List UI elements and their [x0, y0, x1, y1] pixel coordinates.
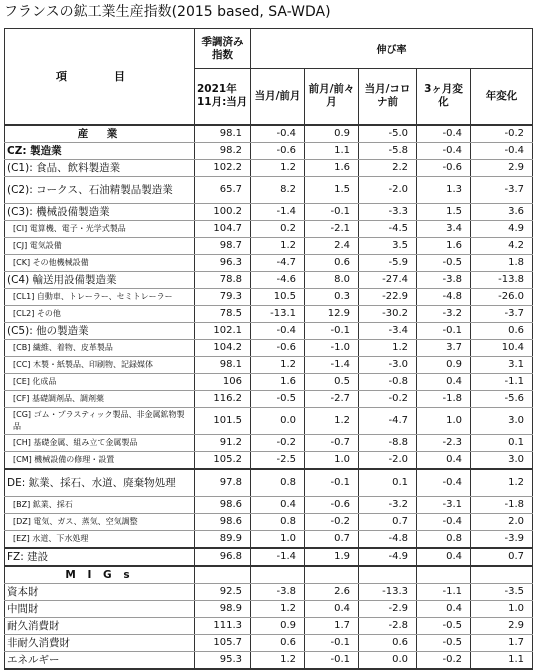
growth-value: -0.5: [417, 617, 471, 634]
growth-value: -4.9: [359, 548, 417, 566]
row-label: 耐久消費財: [5, 617, 195, 634]
growth-value: 0.3: [305, 288, 359, 305]
growth-value: -3.2: [417, 305, 471, 322]
growth-value: -3.5: [471, 583, 533, 600]
index-value: 102.1: [195, 322, 251, 339]
row-label: [CK] その他機械設備: [5, 254, 195, 271]
growth-value: -0.4: [251, 322, 305, 339]
growth-value: 0.9: [305, 125, 359, 143]
table-row: [5, 322, 533, 339]
growth-value: -3.7: [471, 176, 533, 203]
growth-value: 10.5: [251, 288, 305, 305]
growth-value: -0.5: [417, 634, 471, 651]
index-value: 104.2: [195, 339, 251, 356]
index-value: 100.2: [195, 203, 251, 220]
row-label: (C1): 食品、飲料製造業: [5, 159, 195, 176]
growth-value: 1.2: [251, 237, 305, 254]
growth-value: 1.0: [305, 451, 359, 469]
row-label: [DZ] 電気、ガス、蒸気、空気調整: [5, 513, 195, 530]
index-value: 98.6: [195, 513, 251, 530]
index-value: [195, 566, 251, 584]
growth-value: 4.2: [471, 237, 533, 254]
row-label: エネルギー: [5, 651, 195, 669]
table-row: [5, 125, 533, 143]
growth-value: 0.9: [417, 356, 471, 373]
row-label: FZ: 建設: [5, 548, 195, 566]
index-value: 116.2: [195, 390, 251, 407]
growth-value: -0.2: [305, 513, 359, 530]
table-row: [5, 617, 533, 634]
growth-value: 0.2: [251, 220, 305, 237]
growth-value: -0.4: [417, 469, 471, 497]
growth-value: 0.8: [417, 530, 471, 548]
growth-value: -3.9: [471, 530, 533, 548]
growth-value: -0.5: [417, 254, 471, 271]
table-row: [5, 530, 533, 548]
growth-value: -1.0: [305, 339, 359, 356]
growth-value: -1.8: [417, 390, 471, 407]
index-value: 102.2: [195, 159, 251, 176]
table-row: [5, 356, 533, 373]
growth-value: 0.4: [417, 451, 471, 469]
growth-value: 1.6: [305, 159, 359, 176]
growth-value: -3.3: [359, 203, 417, 220]
row-label: 産 業: [5, 125, 195, 143]
growth-value: -0.1: [305, 469, 359, 497]
row-label: [CC] 木製・紙製品、印刷物、記録媒体: [5, 356, 195, 373]
row-label: [CM] 機械設備の修理・設置: [5, 451, 195, 469]
growth-value: -0.2: [471, 125, 533, 143]
growth-value: -1.4: [251, 203, 305, 220]
growth-value: -2.8: [359, 617, 417, 634]
growth-value: 0.7: [359, 513, 417, 530]
growth-value: -2.3: [417, 434, 471, 451]
growth-value: -3.2: [359, 496, 417, 513]
index-value: 101.5: [195, 407, 251, 434]
growth-value: -0.1: [305, 634, 359, 651]
growth-value: 1.0: [417, 407, 471, 434]
row-label: DE: 鉱業、採石、水道、廃棄物処理: [5, 469, 195, 497]
growth-value: 0.1: [471, 434, 533, 451]
row-label: (C5): 他の製造業: [5, 322, 195, 339]
header-index-period: 2021年11月:当月: [195, 69, 251, 125]
growth-value: 1.0: [471, 600, 533, 617]
growth-value: 1.2: [251, 356, 305, 373]
row-label: [BZ] 鉱業、採石: [5, 496, 195, 513]
growth-value: -5.8: [359, 142, 417, 159]
header-col: 年変化: [471, 69, 533, 125]
row-label: CZ: 製造業: [5, 142, 195, 159]
row-label: 中間財: [5, 600, 195, 617]
growth-value: -3.4: [359, 322, 417, 339]
growth-value: -1.1: [471, 373, 533, 390]
index-value: 95.3: [195, 651, 251, 669]
growth-value: -26.0: [471, 288, 533, 305]
growth-value: 1.2: [471, 469, 533, 497]
growth-value: 0.6: [305, 254, 359, 271]
growth-value: -13.1: [251, 305, 305, 322]
index-value: 96.8: [195, 548, 251, 566]
row-label: (C4) 輸送用設備製造業: [5, 271, 195, 288]
row-label: M I G s: [5, 566, 195, 584]
growth-value: -4.8: [359, 530, 417, 548]
row-label: [CH] 基礎金属、組み立て金属製品: [5, 434, 195, 451]
growth-value: -27.4: [359, 271, 417, 288]
growth-value: 1.6: [251, 373, 305, 390]
row-label: [CI] 電算機、電子・光学式製品: [5, 220, 195, 237]
index-value: 98.2: [195, 142, 251, 159]
growth-value: -0.4: [417, 513, 471, 530]
header-item: 項 目: [5, 29, 195, 125]
growth-value: [251, 566, 305, 584]
growth-value: 2.9: [471, 159, 533, 176]
table-row: [5, 271, 533, 288]
growth-value: 0.6: [359, 634, 417, 651]
header-col: 当月/コロナ前: [359, 69, 417, 125]
table-row: [5, 407, 533, 434]
growth-value: -22.9: [359, 288, 417, 305]
growth-value: -0.4: [471, 142, 533, 159]
growth-value: -0.1: [305, 651, 359, 669]
index-value: 89.9: [195, 530, 251, 548]
table-row: [5, 203, 533, 220]
growth-value: -0.6: [305, 496, 359, 513]
index-value: 98.1: [195, 125, 251, 143]
growth-value: -2.0: [359, 451, 417, 469]
growth-value: -0.8: [359, 373, 417, 390]
index-value: 98.9: [195, 600, 251, 617]
growth-value: 3.7: [417, 339, 471, 356]
growth-value: -0.6: [417, 159, 471, 176]
growth-value: 0.7: [471, 548, 533, 566]
growth-value: 2.0: [471, 513, 533, 530]
table-row: [5, 390, 533, 407]
growth-value: -2.5: [251, 451, 305, 469]
growth-value: 12.9: [305, 305, 359, 322]
row-label: [CG] ゴム・プラスティック製品、非金属鉱物製品: [5, 407, 195, 434]
index-value: 98.7: [195, 237, 251, 254]
index-value: 105.2: [195, 451, 251, 469]
growth-value: 2.2: [359, 159, 417, 176]
index-value: 79.3: [195, 288, 251, 305]
table-row: [5, 600, 533, 617]
growth-value: 3.4: [417, 220, 471, 237]
production-index-table: [4, 28, 533, 670]
growth-value: 1.2: [251, 651, 305, 669]
growth-value: 4.9: [471, 220, 533, 237]
growth-value: -0.6: [251, 339, 305, 356]
growth-value: 1.3: [417, 176, 471, 203]
table-row: [5, 548, 533, 566]
growth-value: -0.4: [417, 125, 471, 143]
growth-value: -0.5: [251, 390, 305, 407]
growth-value: -3.8: [251, 583, 305, 600]
growth-value: -2.0: [359, 176, 417, 203]
growth-value: 2.6: [305, 583, 359, 600]
growth-value: 2.4: [305, 237, 359, 254]
index-value: 92.5: [195, 583, 251, 600]
growth-value: [417, 566, 471, 584]
growth-value: -3.8: [417, 271, 471, 288]
table-row: [5, 513, 533, 530]
header-col: 前月/前々月: [305, 69, 359, 125]
growth-value: 1.1: [305, 142, 359, 159]
table-row: [5, 220, 533, 237]
growth-value: [305, 566, 359, 584]
row-label: [CB] 繊維、着物、皮革製品: [5, 339, 195, 356]
growth-value: -0.4: [251, 125, 305, 143]
growth-value: 10.4: [471, 339, 533, 356]
row-label: [EZ] 水道、下水処理: [5, 530, 195, 548]
growth-value: -0.6: [251, 142, 305, 159]
table-row: [5, 305, 533, 322]
growth-value: 0.0: [251, 407, 305, 434]
growth-value: -0.1: [417, 322, 471, 339]
growth-value: -3.1: [417, 496, 471, 513]
row-label: [CL2] その他: [5, 305, 195, 322]
growth-value: -4.8: [417, 288, 471, 305]
growth-value: 1.2: [359, 339, 417, 356]
growth-value: 0.8: [251, 469, 305, 497]
growth-value: -2.9: [359, 600, 417, 617]
growth-value: 3.0: [471, 451, 533, 469]
table-title: フランスの鉱工業生産指数(2015 based, SA-WDA): [4, 4, 331, 20]
index-value: 65.7: [195, 176, 251, 203]
growth-value: -4.5: [359, 220, 417, 237]
growth-value: -0.2: [417, 651, 471, 669]
growth-value: 0.4: [417, 373, 471, 390]
growth-value: -30.2: [359, 305, 417, 322]
growth-value: -3.0: [359, 356, 417, 373]
growth-value: 1.1: [471, 651, 533, 669]
table-row: [5, 339, 533, 356]
table-row: [5, 651, 533, 669]
growth-value: -4.6: [251, 271, 305, 288]
growth-value: -4.7: [359, 407, 417, 434]
growth-value: 1.9: [305, 548, 359, 566]
growth-value: -1.1: [417, 583, 471, 600]
growth-value: 1.6: [417, 237, 471, 254]
growth-value: -2.7: [305, 390, 359, 407]
growth-value: -0.7: [305, 434, 359, 451]
growth-value: -1.8: [471, 496, 533, 513]
growth-value: 2.9: [471, 617, 533, 634]
growth-value: 1.0: [251, 530, 305, 548]
growth-value: [471, 566, 533, 584]
index-value: 98.1: [195, 356, 251, 373]
table-row: [5, 469, 533, 497]
growth-value: 0.4: [251, 496, 305, 513]
row-label: [CJ] 電気設備: [5, 237, 195, 254]
growth-value: 0.7: [305, 530, 359, 548]
growth-value: [359, 566, 417, 584]
growth-value: 1.5: [305, 176, 359, 203]
index-value: 106: [195, 373, 251, 390]
growth-value: -1.4: [305, 356, 359, 373]
growth-value: 8.0: [305, 271, 359, 288]
growth-value: 3.0: [471, 407, 533, 434]
growth-value: -0.4: [417, 142, 471, 159]
table-row: [5, 496, 533, 513]
growth-value: 1.2: [251, 159, 305, 176]
table-row: [5, 142, 533, 159]
growth-value: -13.8: [471, 271, 533, 288]
growth-value: 8.2: [251, 176, 305, 203]
growth-value: -0.2: [251, 434, 305, 451]
table-row: [5, 451, 533, 469]
growth-value: 0.1: [359, 469, 417, 497]
growth-value: -4.7: [251, 254, 305, 271]
growth-value: 0.4: [417, 548, 471, 566]
index-value: 98.6: [195, 496, 251, 513]
growth-value: 0.5: [305, 373, 359, 390]
growth-value: -0.1: [305, 322, 359, 339]
growth-value: -3.7: [471, 305, 533, 322]
growth-value: -2.1: [305, 220, 359, 237]
row-label: [CE] 化成品: [5, 373, 195, 390]
row-label: (C2): コークス、石油精製品製造業: [5, 176, 195, 203]
growth-value: -0.2: [359, 390, 417, 407]
index-value: 104.7: [195, 220, 251, 237]
table-row: [5, 254, 533, 271]
growth-value: -5.6: [471, 390, 533, 407]
row-label: 非耐久消費財: [5, 634, 195, 651]
growth-value: 0.4: [305, 600, 359, 617]
growth-value: 1.2: [305, 407, 359, 434]
index-value: 78.8: [195, 271, 251, 288]
index-value: 78.5: [195, 305, 251, 322]
growth-value: 0.8: [251, 513, 305, 530]
growth-value: 1.2: [251, 600, 305, 617]
index-value: 111.3: [195, 617, 251, 634]
table-row: [5, 583, 533, 600]
table-row: [5, 176, 533, 203]
table-row: [5, 434, 533, 451]
row-label: [CF] 基礎調剤品、調剤薬: [5, 390, 195, 407]
growth-value: 3.1: [471, 356, 533, 373]
table-row: [5, 288, 533, 305]
growth-value: 0.4: [417, 600, 471, 617]
growth-value: 0.0: [359, 651, 417, 669]
growth-value: -0.1: [305, 203, 359, 220]
table-row: [5, 373, 533, 390]
growth-value: 0.9: [251, 617, 305, 634]
row-label: [CL1] 自動車、トレーラー、セミトレーラー: [5, 288, 195, 305]
growth-value: 0.6: [251, 634, 305, 651]
growth-value: 1.5: [417, 203, 471, 220]
table-row: [5, 237, 533, 254]
header-growth: 伸び率: [251, 29, 533, 69]
table-row: [5, 634, 533, 651]
index-value: 97.8: [195, 469, 251, 497]
header-col: 当月/前月: [251, 69, 305, 125]
growth-value: 1.7: [305, 617, 359, 634]
growth-value: -8.8: [359, 434, 417, 451]
table-body: [5, 125, 533, 669]
index-value: 91.2: [195, 434, 251, 451]
growth-value: 0.6: [471, 322, 533, 339]
growth-value: 1.8: [471, 254, 533, 271]
growth-value: -5.0: [359, 125, 417, 143]
row-label: 資本財: [5, 583, 195, 600]
growth-value: 3.6: [471, 203, 533, 220]
header-index: 季調済み指数: [195, 29, 251, 69]
growth-value: -13.3: [359, 583, 417, 600]
growth-value: -1.4: [251, 548, 305, 566]
row-label: (C3): 機械設備製造業: [5, 203, 195, 220]
growth-value: 1.7: [471, 634, 533, 651]
table-row: [5, 159, 533, 176]
index-value: 105.7: [195, 634, 251, 651]
table-row: [5, 566, 533, 584]
index-value: 96.3: [195, 254, 251, 271]
growth-value: 3.5: [359, 237, 417, 254]
growth-value: -5.9: [359, 254, 417, 271]
header-col: 3ヶ月変化: [417, 69, 471, 125]
